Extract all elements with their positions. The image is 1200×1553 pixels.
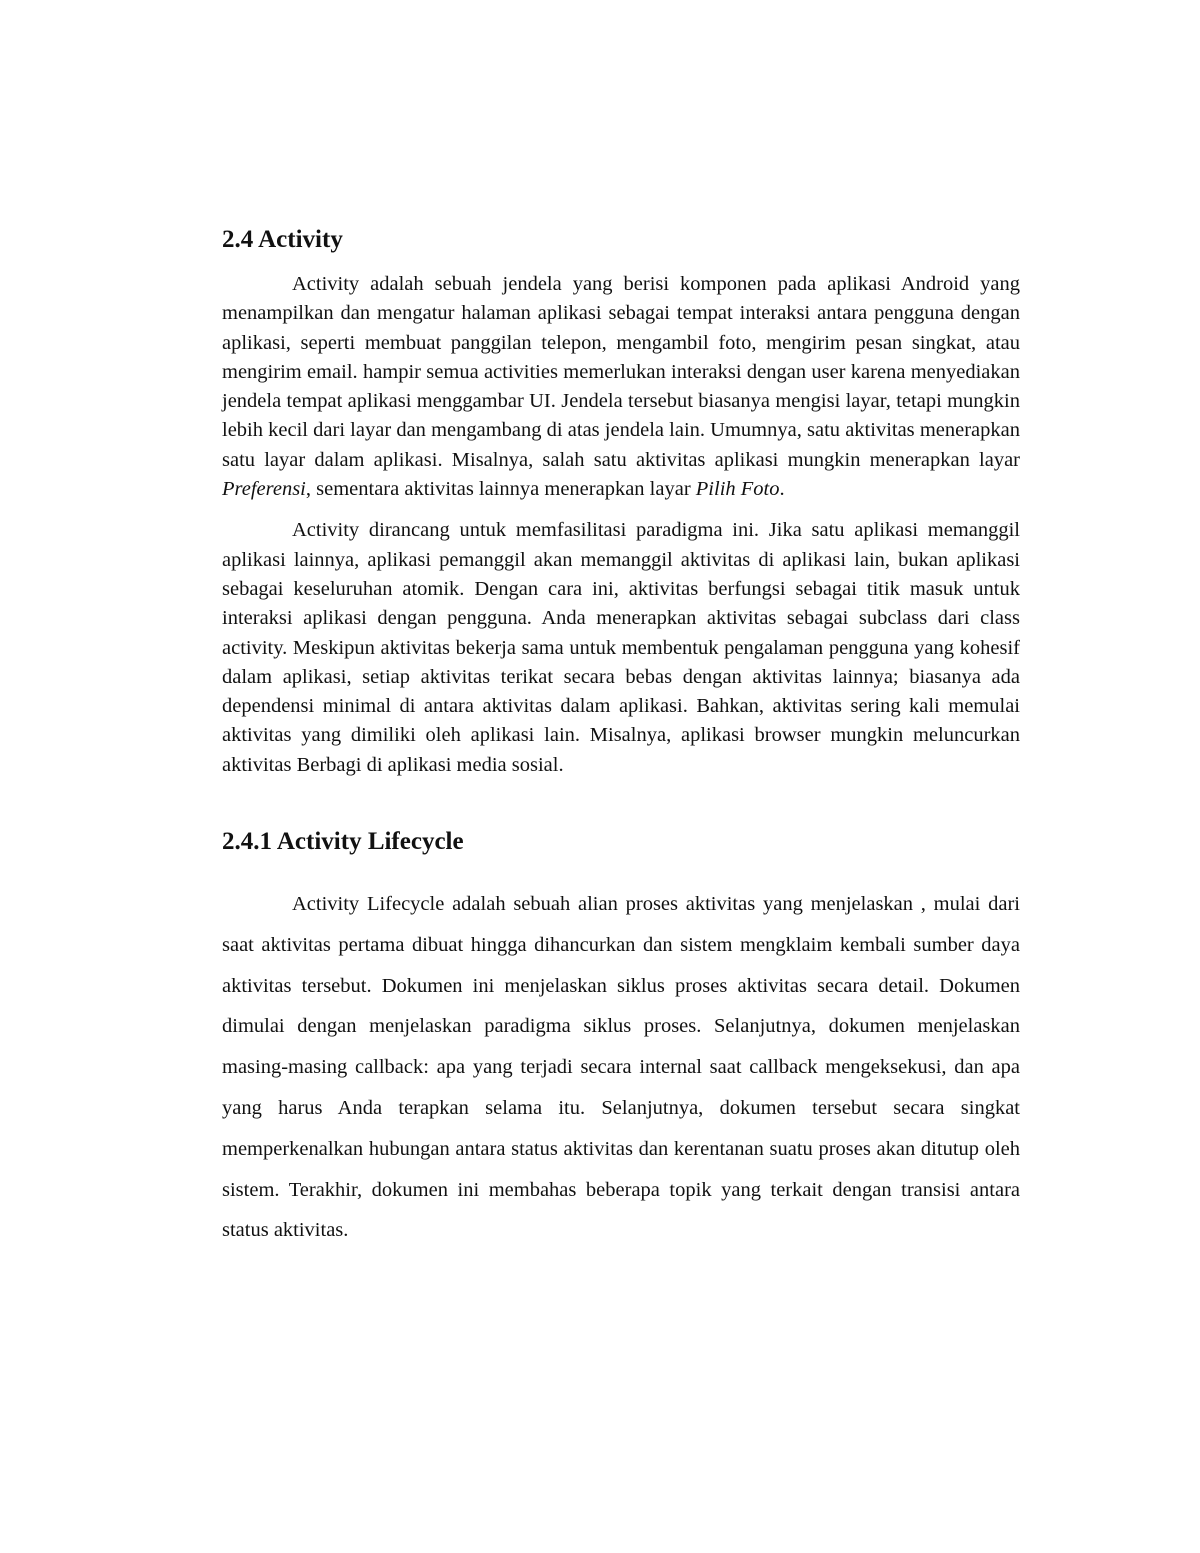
italic-term-pilih-foto: Pilih Foto [695,478,780,501]
paragraph-text: Activity adalah sebuah jendela yang berisi komponen pada aplikasi Android yang menampilkan dan mengatur halaman aplikasi sebagai tempat interaksi antara pengguna dengan aplikasi, seperti membuat panggilan telepon, mengambil foto, mengirim pesan singkat, atau mengirim email. hampir semua activities memerlukan interaksi dengan user karena menyediakan jendela tempat aplikasi menggambar UI. Jendela tersebut biasanya mengisi layar, tetapi mungkin lebih kecil dari layar dan mengambang di atas jendela lain. Umumnya, satu aktivitas menerapkan satu layar dalam aplikasi. Misalnya, salah satu aktivitas aplikasi mungkin menerapkan layar [222,273,1020,471]
paragraph-activity-lifecycle: Activity Lifecycle adalah sebuah alian proses aktivitas yang menjelaskan , mulai dari saat aktivitas pertama dibuat hingga dihancurkan dan sistem mengklaim kembali sumber daya aktivitas tersebut. Dokumen ini menjelaskan siklus proses aktivitas secara detail. Dokumen dimulai dengan menjelaskan paradigma siklus proses. Selanjutnya, dokumen menjelaskan masing-masing callback: apa yang terjadi secara internal saat callback mengeksekusi, dan apa yang harus Anda terapkan selama itu. Selanjutnya, dokumen tersebut secara singkat memperkenalkan hubungan antara status aktivitas dan kerentanan suatu proses akan ditutup oleh sistem. Terakhir, dokumen ini membahas beberapa topik yang terkait dengan transisi antara status aktivitas. [222,893,1020,1242]
section-heading-activity-lifecycle: 2.4.1 Activity Lifecycle [222,828,464,856]
paragraph-text: , sementara aktivitas lainnya menerapkan layar [305,478,696,501]
paragraph-text: . [779,478,785,501]
paragraph-activity-definition [222,270,1020,504]
section-heading-activity: 2.4 Activity [222,226,343,253]
paragraph-activity-paradigm: Activity dirancang untuk memfasilitasi paradigma ini. Jika satu aplikasi memanggil aplikasi lainnya, aplikasi pemanggil akan memanggil aktivitas di aplikasi lain, bukan aplikasi sebagai keseluruhan atomik. Dengan cara ini, aktivitas berfungsi sebagai titik masuk untuk interaksi aplikasi dengan pengguna. Anda menerapkan aktivitas sebagai subclass dari class activity. Meskipun aktivitas bekerja sama untuk membentuk pengalaman pengguna yang kohesif dalam aplikasi, setiap aktivitas terikat secara bebas dengan aktivitas lainnya; biasanya ada dependensi minimal di antara aktivitas dalam aplikasi. Bahkan, aktivitas sering kali memulai aktivitas yang dimiliki oleh aplikasi lain. Misalnya, aplikasi browser mungkin meluncurkan aktivitas Berbagi di aplikasi media sosial. [222,519,1020,776]
italic-term-preferensi: Preferensi [222,478,306,501]
document-body [222,222,1020,1251]
